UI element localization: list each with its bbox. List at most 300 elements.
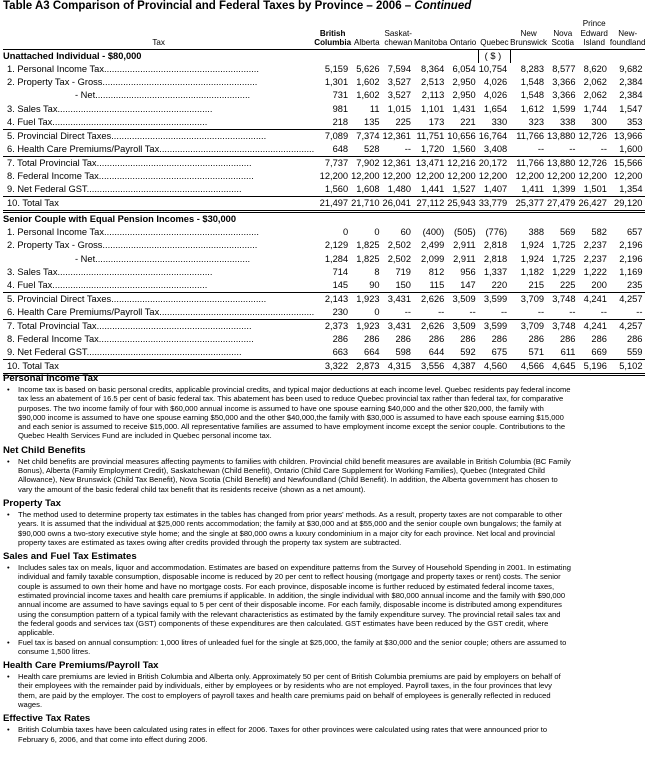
header-row	[3, 14, 645, 49]
cell-value: 286	[332, 334, 349, 345]
cell-value: 12,200	[578, 170, 607, 181]
cell-value: 4,026	[483, 90, 508, 101]
cell-value: 1,431	[452, 103, 476, 114]
cell-value: 27,479	[547, 196, 578, 211]
notes-section	[3, 373, 572, 744]
cell-value: 1,411	[521, 183, 545, 194]
cell-value: 2,513	[421, 76, 445, 87]
row-label: 1. Personal Income Tax............................................................	[7, 63, 259, 74]
cell-value: 3,748	[547, 293, 578, 307]
cell-value: 2,062	[583, 90, 607, 101]
cell-value: --	[469, 307, 476, 318]
row-label: 10. Total Tax	[3, 360, 314, 375]
cell-value: 3,408	[483, 143, 508, 154]
cell-value: 150	[395, 280, 411, 291]
cell-value: --	[600, 143, 607, 154]
cell-value: 4,257	[610, 293, 645, 307]
cell-value: 1,337	[483, 267, 508, 278]
cell-value: 3,509	[447, 320, 478, 334]
cell-value: 1,399	[552, 183, 576, 194]
cell-value: 1,548	[520, 90, 545, 101]
cell-value: 2,626	[414, 320, 447, 334]
cell-value: 648	[332, 143, 349, 154]
cell-value: 12,200	[547, 170, 576, 181]
table-row	[3, 226, 645, 239]
column-header: Tax	[3, 14, 314, 49]
cell-value: 11,766	[510, 156, 547, 170]
cell-value: 6,054	[452, 63, 476, 74]
row-label: 9. Net Federal GST............................................................	[7, 347, 242, 358]
cell-value: 1,182	[520, 267, 545, 278]
cell-value: 12,361	[383, 129, 414, 143]
cell-value: 0	[342, 227, 349, 238]
table-row	[3, 196, 645, 211]
cell-value: 2,129	[324, 240, 349, 251]
column-header: British Columbia	[314, 14, 351, 49]
cell-value: 11,751	[414, 129, 447, 143]
row-label: 3. Sales Tax............................................................	[7, 103, 213, 114]
cell-value: 286	[395, 334, 411, 345]
cell-value: 9,682	[619, 63, 643, 74]
note-text: Includes sales tax on meals, liquor and accommodation. Estimates are based on expenditure patterns from the Survey of Household Spending in 2001. In estimating individual and family taxable consumption, disposable income is reduced by 20 per cent to reflect housing (mortgage and property taxes or rent) costs. The senior couple is assumed to own their home and have no mortgage costs. For each province, disposable income is further reduced by estimated federal income taxes, estimated provincial income taxes and health care premiums if applicable. In addition, the single individual with $80,000 annual income and the family with $90,000 annual income are assumed to have savings equal to 5 per cent of their disposable income. For each family, disposable income is distributed among expenditures using the consumption pattern of a typical family with the relevant characteristics as estimated by the family expenditure survey. The provincial retail sales tax and the federal goods and services tax (GST) components of these expenditures are then calculated. GST estimates have been reduced by the GST credit, where applicable.	[18, 563, 571, 638]
cell-value: 611	[560, 347, 576, 358]
cell-value: 330	[491, 116, 508, 127]
cell-value: 2,950	[452, 90, 476, 101]
cell-value: 1,725	[552, 240, 576, 251]
cell-value: 12,200	[351, 170, 380, 181]
cell-value: 12,200	[478, 170, 508, 181]
cell-value: 812	[428, 267, 445, 278]
cell-value: 528	[364, 143, 380, 154]
table-row	[3, 279, 645, 293]
bullet-icon: •	[7, 456, 10, 466]
cell-value: 2,099	[421, 253, 445, 264]
note-list	[3, 672, 572, 709]
column-header: Ontario	[447, 14, 478, 49]
cell-value: 3,599	[479, 320, 510, 334]
cell-value: 1,560	[324, 183, 349, 194]
cell-value: 3,527	[387, 90, 411, 101]
note-text: British Columbia taxes have been calculated using rates in effect for 2006. Taxes for other provinces were calculated using rates that were announced prior to February 6, 2006, and that come into effect during 2006.	[18, 725, 548, 744]
cell-value: 13,880	[547, 156, 578, 170]
cell-value: --	[537, 307, 545, 318]
title-continued: Continued	[414, 0, 472, 12]
cell-value: 2,911	[453, 253, 476, 264]
cell-value: 25,943	[447, 196, 478, 211]
cell-value: (776)	[485, 227, 508, 238]
cell-value: 12,200	[447, 170, 476, 181]
row-label: 5. Provincial Direct Taxes............................................................	[3, 129, 314, 143]
cell-value: 7,374	[351, 129, 382, 143]
cell-value: 286	[528, 334, 545, 345]
cell-value: --	[569, 143, 576, 154]
note-item	[3, 510, 572, 547]
cell-value: 2,626	[414, 293, 447, 307]
title-main: Table A3 Comparison of Provincial and Federal Taxes by Province – 2006 –	[3, 0, 412, 12]
cell-value: 1,923	[351, 320, 382, 334]
column-header: Nova Scotia	[547, 14, 578, 49]
cell-value: 1,924	[520, 253, 545, 264]
cell-value: 569	[559, 227, 576, 238]
cell-value: 1,548	[520, 76, 545, 87]
cell-value: 598	[395, 347, 411, 358]
cell-value: 4,560	[479, 360, 510, 375]
cell-value: 10,754	[478, 63, 508, 74]
cell-value: --	[404, 307, 411, 318]
row-label: 5. Provincial Direct Taxes............................................................	[3, 293, 314, 307]
cell-value: 3,709	[510, 320, 547, 334]
row-label: 2. Property Tax - Gross............................................................	[7, 76, 258, 87]
cell-value: 3,599	[479, 293, 510, 307]
cell-value: 90	[369, 280, 380, 291]
cell-value: 731	[332, 90, 349, 101]
cell-value: 353	[626, 116, 643, 127]
cell-value: 3,556	[414, 360, 447, 375]
cell-value: 1,527	[452, 183, 476, 194]
table-row	[3, 239, 645, 252]
cell-value: 12,361	[383, 156, 414, 170]
cell-value: 5,159	[324, 63, 349, 74]
cell-value: 5,626	[356, 63, 380, 74]
column-header: New- foundland	[610, 14, 645, 49]
note-heading: Net Child Benefits	[3, 444, 86, 456]
row-label: 4. Fuel Tax............................................................	[7, 280, 208, 291]
cell-value: 4,566	[510, 360, 547, 375]
cell-value: 25,377	[510, 196, 547, 211]
cell-value: 2,950	[452, 76, 476, 87]
note-text: Health care premiums are levied in British Columbia and Alberta only. Approximately 50 per cent of British Columbia premiums are paid by employers on behalf of their employees with the remainder paid by individuals, either by employees or by residents who are not employed. Payroll taxes, in the four provinces that levy them, are paid by the employer. The cost to employers of payroll taxes and health care premiums paid on behalf of employees is generally reflected in reduced wages.	[18, 672, 561, 710]
cell-value: 8	[374, 267, 380, 278]
cell-value: 300	[591, 116, 607, 127]
cell-value: 230	[332, 307, 349, 318]
cell-value: 1,354	[619, 183, 643, 194]
cell-value: 3,431	[383, 293, 414, 307]
cell-value: 4,315	[383, 360, 414, 375]
table-row	[3, 89, 645, 102]
cell-value: 286	[491, 334, 508, 345]
section-heading-row	[3, 49, 645, 63]
note-item	[3, 563, 572, 637]
cell-value: 7,902	[351, 156, 382, 170]
cell-value: --	[438, 307, 445, 318]
cell-value: 2,818	[483, 240, 508, 251]
cell-value: 12,726	[578, 129, 609, 143]
row-label: 4. Fuel Tax............................................................	[7, 116, 208, 127]
cell-value: 286	[364, 334, 380, 345]
cell-value: 7,737	[314, 156, 351, 170]
cell-value: 4,645	[547, 360, 578, 375]
row-label: - Net............................................................	[75, 253, 251, 264]
cell-value: 669	[591, 347, 607, 358]
cell-value: 8,364	[421, 63, 445, 74]
cell-value: 135	[364, 116, 380, 127]
cell-value: 26,041	[383, 196, 414, 211]
note-text: Fuel tax is based on annual consumption: 1,000 litres of unleaded fuel for the single at $25,000, the family at $30,000 and the senior couple; others are assumed to consume 1,500 litres.	[18, 637, 567, 656]
cell-value: 60	[400, 227, 411, 238]
column-header: Alberta	[351, 14, 382, 49]
cell-value: 2,499	[421, 240, 445, 251]
note-item	[3, 457, 572, 494]
cell-value: 26,427	[578, 196, 609, 211]
cell-value: 1,825	[356, 240, 380, 251]
cell-value: 2,502	[387, 240, 411, 251]
cell-value: 2,384	[619, 90, 643, 101]
cell-value: 1,825	[356, 253, 380, 264]
cell-value: 571	[528, 347, 545, 358]
cell-value: 29,120	[610, 196, 645, 211]
cell-value: 388	[528, 227, 545, 238]
note-heading: Property Tax	[3, 497, 61, 509]
cell-value: 323	[528, 116, 545, 127]
table-row	[3, 333, 645, 346]
table-row	[3, 293, 645, 307]
cell-value: 11,766	[510, 129, 547, 143]
cell-value: 1,923	[351, 293, 382, 307]
note-item	[3, 725, 572, 744]
cell-value: 286	[591, 334, 607, 345]
cell-value: 0	[374, 307, 380, 318]
cell-value: 3,431	[383, 320, 414, 334]
row-label: - Net............................................................	[75, 90, 251, 101]
cell-value: 286	[559, 334, 576, 345]
cell-value: 225	[395, 116, 411, 127]
cell-value: 12,200	[319, 170, 349, 181]
cell-value: 4,387	[447, 360, 478, 375]
cell-value: 2,873	[351, 360, 382, 375]
cell-value: 644	[428, 347, 445, 358]
cell-value: 1,720	[421, 143, 445, 154]
cell-value: 8,620	[583, 63, 607, 74]
cell-value: 559	[626, 347, 643, 358]
cell-value: 1,222	[583, 267, 607, 278]
table-row	[3, 320, 645, 334]
cell-value: 12,200	[415, 170, 445, 181]
section-heading: Senior Couple with Equal Pension Incomes - $30,000	[3, 213, 236, 224]
cell-value: --	[500, 307, 508, 318]
table-row	[3, 346, 645, 360]
cell-value: 13,471	[414, 156, 447, 170]
row-label: 10. Total Tax	[3, 196, 314, 211]
note-item	[3, 385, 572, 441]
section-heading: Unattached Individual - $80,000	[3, 50, 142, 61]
cell-value: 12,200	[382, 170, 411, 181]
cell-value: 145	[332, 280, 349, 291]
cell-value: 5,196	[578, 360, 609, 375]
cell-value: 1,560	[452, 143, 476, 154]
cell-value: 1,015	[387, 103, 411, 114]
cell-value: 221	[460, 116, 476, 127]
cell-value: 1,612	[520, 103, 545, 114]
row-label: 1. Personal Income Tax............................................................	[7, 227, 259, 238]
note-heading: Personal Income Tax	[3, 373, 99, 384]
cell-value: 1,229	[552, 267, 576, 278]
note-heading: Sales and Fuel Tax Estimates	[3, 551, 137, 563]
cell-value: 286	[428, 334, 445, 345]
cell-value: 1,725	[552, 253, 576, 264]
cell-value: 4,257	[610, 320, 645, 334]
cell-value: 8,283	[520, 63, 545, 74]
cell-value: 714	[332, 267, 349, 278]
cell-value: --	[569, 307, 576, 318]
cell-value: 2,237	[583, 253, 607, 264]
cell-value: 3,366	[552, 76, 576, 87]
cell-value: 13,966	[610, 129, 645, 143]
cell-value: 1,924	[520, 240, 545, 251]
cell-value: 1,101	[421, 103, 445, 114]
cell-value: 200	[591, 280, 607, 291]
note-text: Income tax is based on basic personal credits, applicable provincial credits, and typical major deductions at each income level. Quebec residents pay federal income tax less an abatement of 16.5 per cent of basic federal tax. This abatement has been used to reduce Quebec provincial tax rather than federal tax, for comparative purposes. The two income family of four with $60,000 annual income is assumed to have one spouse earning $40,000 and the other $20,000, the family with $90,000 income is assumed to have one spouse earning $50,000 and the other $40,000,the family with $30,000 is assumed to have each spouse earning $15,000 and each senior is assumed to receive $15,000. All representative families are assumed to have employment income except the senior couple. Contributions to the Quebec Health Services Fund are included in Quebec personal income tax.	[18, 385, 571, 441]
cell-value: --	[600, 307, 607, 318]
cell-value: 2,237	[583, 240, 607, 251]
row-label: 6. Health Care Premiums/Payroll Tax............................................................	[7, 143, 315, 154]
note-list	[3, 385, 572, 441]
cell-value: 5,102	[610, 360, 645, 375]
row-label: 7. Total Provincial Tax............................................................	[3, 156, 314, 170]
table-row	[3, 63, 645, 76]
cell-value: 3,322	[314, 360, 351, 375]
note-list	[3, 510, 572, 547]
cell-value: 1,501	[583, 183, 607, 194]
cell-value: 1,744	[583, 103, 607, 114]
cell-value: 1,599	[552, 103, 576, 114]
bullet-icon: •	[7, 509, 10, 519]
cell-value: 664	[364, 347, 380, 358]
cell-value: 1,441	[421, 183, 445, 194]
row-label: 6. Health Care Premiums/Payroll Tax............................................................	[7, 307, 315, 318]
cell-value: 12,216	[447, 156, 478, 170]
cell-value: 2,818	[483, 253, 508, 264]
cell-value: 12,200	[614, 170, 643, 181]
bullet-icon: •	[7, 725, 10, 735]
cell-value: 10,656	[447, 129, 478, 143]
cell-value: 8,577	[552, 63, 576, 74]
column-header: Prince Edward Island	[578, 14, 609, 49]
cell-value: 3,509	[447, 293, 478, 307]
cell-value: 1,301	[324, 76, 349, 87]
cell-value: 719	[395, 267, 411, 278]
table-row	[3, 183, 645, 197]
cell-value: 338	[559, 116, 576, 127]
cell-value: 2,113	[421, 90, 445, 101]
cell-value: 3,709	[510, 293, 547, 307]
cell-value: 3,748	[547, 320, 578, 334]
cell-value: (505)	[454, 227, 476, 238]
cell-value: 1,602	[356, 76, 380, 87]
cell-value: 33,779	[479, 196, 510, 211]
column-header: Quebec	[479, 14, 510, 49]
cell-value: 225	[559, 280, 576, 291]
table-row	[3, 156, 645, 170]
cell-value: 1,654	[483, 103, 508, 114]
cell-value: (400)	[422, 227, 445, 238]
cell-value: 0	[374, 227, 380, 238]
table-row	[3, 266, 645, 279]
section-heading-row	[3, 211, 645, 226]
cell-value: 1,480	[387, 183, 411, 194]
note-text: Net child benefits are provincial measures affecting payments to families with children. Provincial child benefit measures are available in British Columbia (BC Family Bonus), Alberta (Family Employment Credit), Saskatchewan (Child Benefit), Ontario (Child Care Supplement for Working Families), Quebec (Integrated Child Allowance), New Brunswick (Child Tax Benefit), Nova Scotia (Child Benefit) and Newfoundland (Child Benefit). In addition, the Alberta government has chosen to vary the amount of the basic federal child tax benefit that its residents receive (shown as a net amount).	[18, 456, 571, 494]
cell-value: 215	[528, 280, 545, 291]
row-label: 8. Federal Income Tax............................................................	[7, 334, 254, 345]
cell-value: 21,497	[314, 196, 351, 211]
cell-value: 592	[460, 347, 476, 358]
table-row	[3, 306, 645, 320]
cell-value: 956	[460, 267, 476, 278]
cell-value: 235	[626, 280, 643, 291]
row-label: 3. Sales Tax............................................................	[7, 267, 213, 278]
cell-value: 4,241	[578, 293, 609, 307]
table-row	[3, 253, 645, 266]
cell-value: 1,608	[356, 183, 380, 194]
row-label: 8. Federal Income Tax............................................................	[7, 170, 254, 181]
cell-value: 173	[428, 116, 445, 127]
row-label: 7. Total Provincial Tax............................................................	[3, 320, 314, 334]
cell-value: --	[404, 143, 411, 154]
table-row	[3, 102, 645, 115]
cell-value: 218	[332, 116, 349, 127]
note-text: The method used to determine property tax estimates in the tables has changed from prior years' methods. As a result, property taxes are not comparable to other years. It is assumed that the individual at $25,000 rents accommodation; the family at $30,000 and at $55,000 and the senior couple own bungalows; the family at $90,000 owns a two-story executive style home; and the single at $80,000 owns a luxury condominium in a major city for each province. Net local and provincial property taxes are estimated as taxes owing after credits provided through the property tax system are subtracted.	[18, 509, 563, 547]
cell-value: 220	[491, 280, 508, 291]
cell-value: 1,600	[619, 143, 643, 154]
cell-value: 2,196	[619, 253, 643, 264]
table-row	[3, 143, 645, 157]
cell-value: 115	[429, 280, 445, 291]
cell-value: 1,407	[483, 183, 508, 194]
tax-comparison-table	[3, 14, 645, 376]
cell-value: 3,366	[552, 90, 576, 101]
bullet-icon: •	[7, 637, 10, 647]
row-label: 9. Net Federal GST............................................................	[7, 183, 242, 194]
cell-value: 286	[626, 334, 643, 345]
cell-value: 4,026	[483, 76, 508, 87]
cell-value: 981	[332, 103, 349, 114]
cell-value: 675	[491, 347, 508, 358]
cell-value: 27,112	[414, 196, 447, 211]
cell-value: 13,880	[547, 129, 578, 143]
cell-value: --	[636, 307, 643, 318]
page-title	[3, 0, 573, 14]
cell-value: 3,527	[387, 76, 411, 87]
cell-value: 2,196	[619, 240, 643, 251]
note-item	[3, 672, 572, 709]
cell-value: 7,594	[387, 63, 411, 74]
cell-value: 21,710	[351, 196, 382, 211]
cell-value: 2,373	[314, 320, 351, 334]
column-header: Saskat- chewan	[383, 14, 414, 49]
cell-value: 1,284	[324, 253, 349, 264]
cell-value: 286	[460, 334, 476, 345]
cell-value: --	[537, 143, 545, 154]
row-label: 2. Property Tax - Gross............................................................	[7, 240, 258, 251]
cell-value: 1,547	[619, 103, 643, 114]
cell-value: 12,200	[515, 170, 545, 181]
unit-label: ( $ )	[479, 49, 510, 63]
table-row	[3, 116, 645, 130]
cell-value: 2,062	[583, 76, 607, 87]
column-header: Manitoba	[414, 14, 447, 49]
cell-value: 1,602	[356, 90, 380, 101]
note-list	[3, 563, 572, 656]
note-item	[3, 638, 572, 657]
cell-value: 20,172	[479, 156, 510, 170]
bullet-icon: •	[7, 385, 10, 394]
cell-value: 4,241	[578, 320, 609, 334]
cell-value: 657	[626, 227, 643, 238]
note-heading: Effective Tax Rates	[3, 713, 91, 725]
cell-value: 2,384	[619, 76, 643, 87]
cell-value: 147	[460, 280, 476, 291]
table-row	[3, 129, 645, 143]
table-row	[3, 76, 645, 89]
